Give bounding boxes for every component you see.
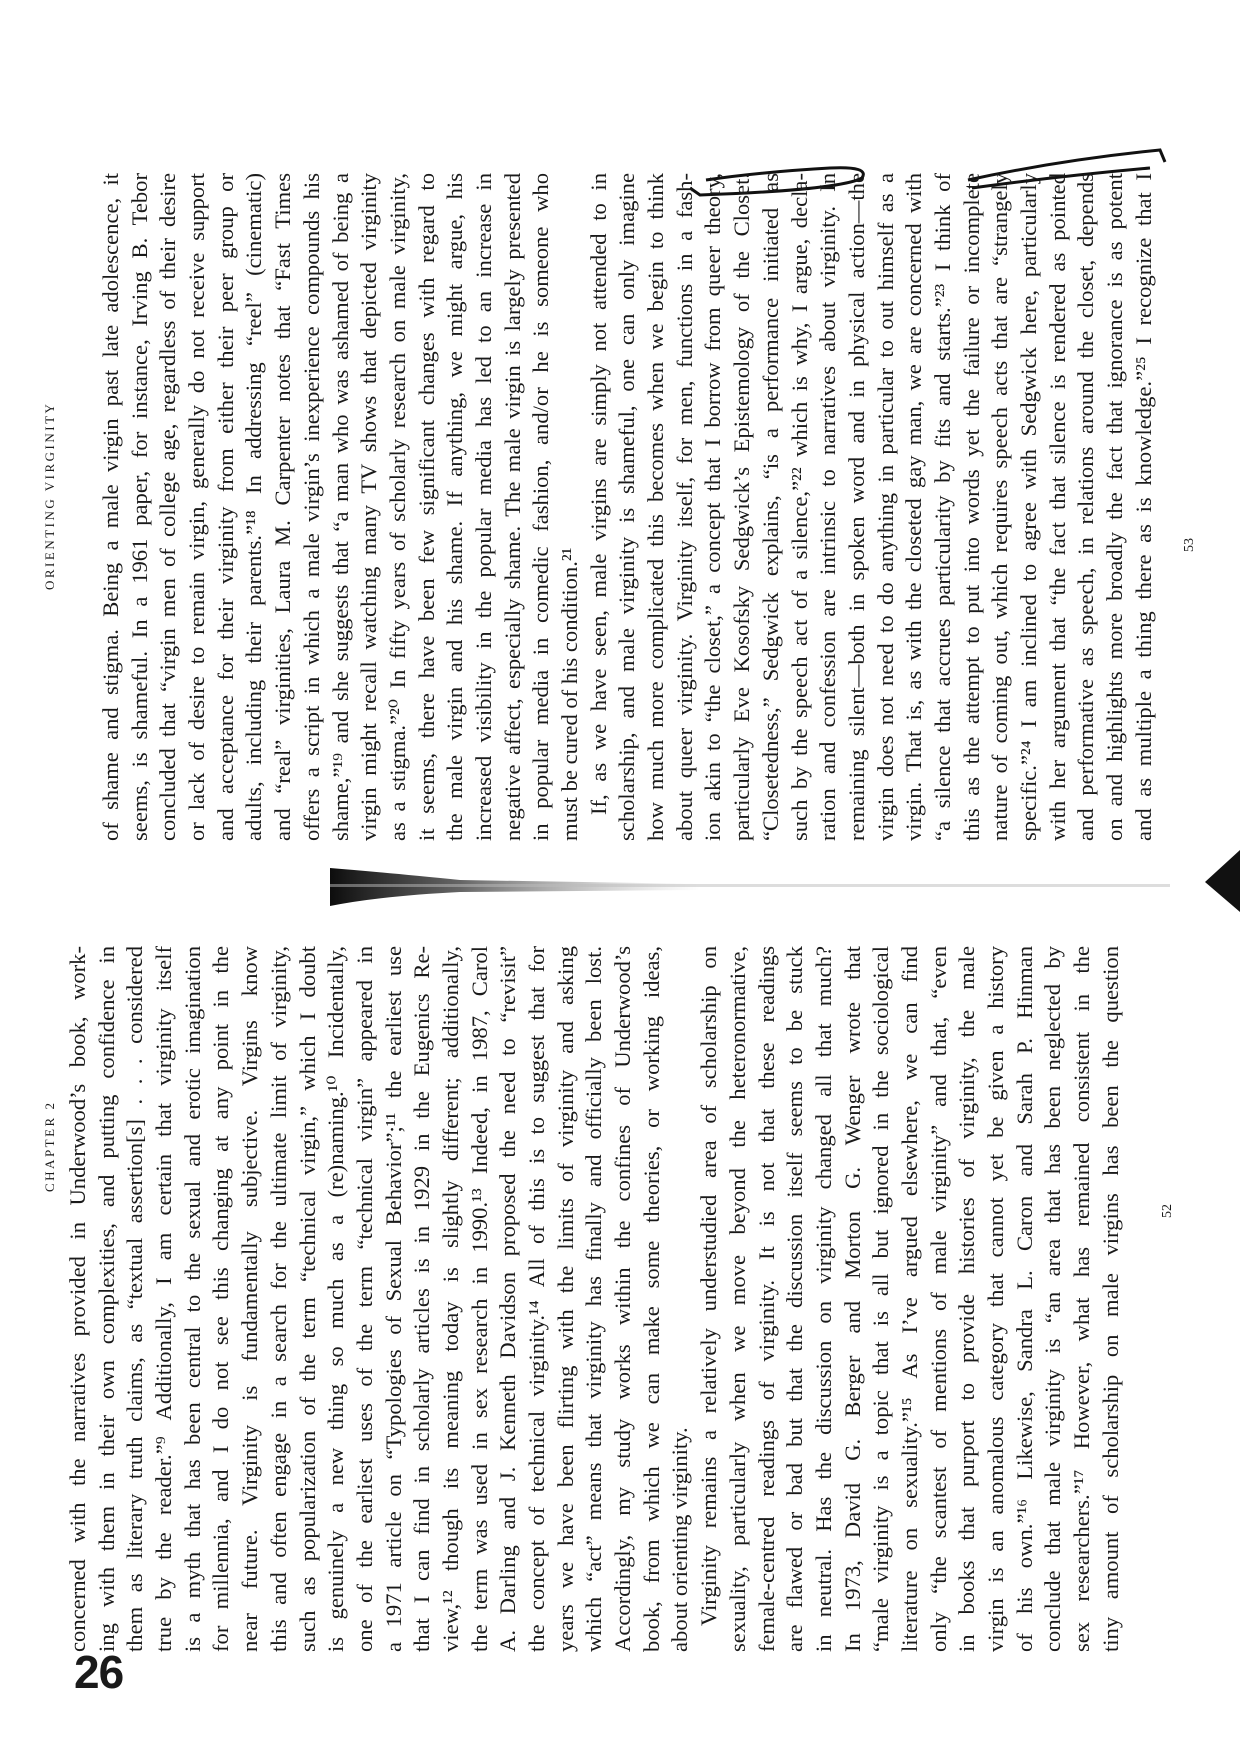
text-line: book, from which we can make some theories, or working ideas, xyxy=(638,946,664,1652)
text-line: “a silence that accrues particularity by fits and starts.”²³ I think of xyxy=(929,173,955,841)
gutter-shadow-right xyxy=(1205,850,1240,912)
text-line: in neutral. Has the discussion on virginity changed all that much? xyxy=(810,946,836,1652)
text-line: on and highlights more broadly the fact that ignorance is as potent xyxy=(1102,173,1128,841)
text-line: view,¹² though its meaning today is slightly different; additionally, xyxy=(437,946,463,1652)
left-page-body xyxy=(64,946,1125,1652)
text-line: “male virginity is a topic that is all but ignored in the sociological xyxy=(868,946,894,1652)
text-line: about queer virginity. Virginity itself, for men, functions in a fash- xyxy=(671,173,697,841)
right-page-body xyxy=(97,173,1158,841)
text-line: seems, is shameful. In a 1961 paper, for instance, Irving B. Tebor xyxy=(126,173,152,841)
text-line: how much more complicated this becomes when we begin to think xyxy=(643,173,669,841)
text-line: that I can find in scholarly articles is in 1929 in the Eugenics Re- xyxy=(409,946,435,1652)
text-line: of shame and stigma. Being a male virgin past late adolescence, it xyxy=(98,173,123,841)
text-line: it seems, there have been few significant changes with regard to xyxy=(413,173,439,841)
text-line: the term was used in sex research in 1990.¹³ Indeed, in 1987, Carol xyxy=(466,946,492,1652)
text-line: such by the speech act of a silence,”²² which is why, I argue, decla- xyxy=(786,173,812,841)
text-line: ing with them in their own complexities, and putting confidence in xyxy=(93,946,119,1652)
text-line: and acceptance for their virginity from either their peer group or xyxy=(212,173,238,841)
text-line: or lack of desire to remain virgin, generally do not receive support xyxy=(184,173,210,841)
gutter-line xyxy=(330,884,1170,887)
text-line: are flawed or bad but that the discussion itself seems to be stuck xyxy=(782,946,808,1652)
text-line: conclude that male virginity is “an area that has been neglected by xyxy=(1040,946,1066,1652)
text-line: one of the earliest uses of the term “technical virgin” appeared in xyxy=(351,946,377,1652)
text-line: this as the attempt to put into words yet the failure or incomplete xyxy=(958,173,984,841)
text-line: virgin might recall watching many TV shows that depicted virginity xyxy=(356,173,382,841)
text-line: increased visibility in the popular media has led to an increase in xyxy=(470,173,496,841)
text-line: the concept of technical virginity.¹⁴ All of this is to suggest that for xyxy=(524,946,549,1652)
text-line: virgin is an anomalous category that cannot yet be given a history xyxy=(983,946,1008,1652)
text-line: in popular media in comedic fashion, and/or he is someone who xyxy=(528,173,554,841)
text-line: tiny amount of scholarship on male virgins has been the question xyxy=(1097,946,1123,1652)
text-line: A. Darling and J. Kenneth Davidson proposed the need to “revisit” xyxy=(495,946,521,1652)
text-line: sexuality, particularly when we move beyond the heteronormative, xyxy=(724,946,750,1652)
text-line: particularly Eve Kosofsky Sedgwick’s Epistemology of the Closet. xyxy=(729,173,755,841)
text-line: is genuinely a new thing so much as a (re)naming.¹⁰ Incidentally, xyxy=(323,946,349,1652)
text-line: and performative as speech, in relations around the closet, depends xyxy=(1073,173,1099,841)
text-line: virgin. That is, as with the closeted gay man, we are concerned with xyxy=(901,173,927,841)
text-line: for millennia, and I do not see this changing at any point in the xyxy=(208,946,234,1652)
folio-right: 53 xyxy=(1182,538,1197,552)
text-line: specific.”²⁴ I am inclined to agree with Sedgwick here, particularly xyxy=(1016,173,1041,841)
running-head-left: CHAPTER 2 xyxy=(42,1100,57,1192)
text-line: shame,”¹⁹ and she suggests that “a man who was ashamed of being a xyxy=(327,173,353,841)
text-line: Virginity remains a relatively understudied area of scholarship on xyxy=(696,946,722,1626)
running-head-right: ORIENTING VIRGINITY xyxy=(42,401,57,590)
text-line: such as popularization of the term “technical virgin,” which I doubt xyxy=(294,946,320,1652)
text-line: If, as we have seen, male virgins are simply not attended to in xyxy=(585,173,611,815)
text-line: with her argument that “the fact that silence is rendered as pointed xyxy=(1044,173,1070,841)
text-line: which “act” means that virginity has finally and officially been lost. xyxy=(581,946,607,1652)
text-line: and as multiple a thing there as is knowledge.”²⁵ I recognize that I xyxy=(1130,173,1156,841)
text-line: of his own.”¹⁶ Likewise, Sandra L. Caron and Sarah P. Hinman xyxy=(1011,946,1037,1652)
text-line: about orienting virginity. xyxy=(667,1427,693,1652)
text-line: ion akin to “the closet,” a concept that I borrow from queer theory, xyxy=(700,173,726,841)
text-line: near future. Virginity is fundamentally subjective. Virgins know xyxy=(237,946,263,1652)
text-line: virgin does not need to do anything in particular to out himself as a xyxy=(872,173,898,841)
text-line: remaining silent—both in spoken word and in physical action—the xyxy=(843,173,869,841)
text-line: concerned with the narratives provided in Underwood’s book, work- xyxy=(65,946,90,1652)
text-line: in books that purport to provide histories of virginity, the male xyxy=(954,946,980,1652)
text-line: true by the reader.”⁹ Additionally, I am certain that virginity itself xyxy=(151,946,177,1652)
text-line: years we have been flirting with the limits of virginity and asking xyxy=(552,946,578,1652)
text-line: offers a script in which a male virgin’s inexperience compounds his xyxy=(298,173,324,841)
text-line: sex researchers.”¹⁷ However, what has remained consistent in the xyxy=(1069,946,1095,1652)
text-line: ration and confession are intrinsic to narratives about virginity. In xyxy=(815,173,841,841)
text-line: them as literary truth claims, as “textual assertion[s] . . . considered xyxy=(122,946,148,1652)
text-line: is a myth that has been central to the sexual and erotic imagination xyxy=(179,946,205,1652)
text-line: this and often engage in a search for the ultimate limit of virginity, xyxy=(265,946,291,1652)
text-line: nature of coming out, which requires speech acts that are “strangely xyxy=(987,173,1013,841)
text-line: “Closetedness,” Sedgwick explains, “is a performance initiated as xyxy=(757,173,783,841)
text-line: negative affect, especially shame. The male virgin is largely presented xyxy=(499,173,525,841)
text-line: literature on sexuality.”¹⁵ As I’ve argued elsewhere, we can find xyxy=(896,946,922,1652)
text-line: In 1973, David G. Berger and Morton G. Wenger wrote that xyxy=(839,946,865,1652)
text-line: the male virgin and his shame. If anything, we might argue, his xyxy=(442,173,468,841)
text-line: a 1971 article on “Typologies of Sexual Behavior”;¹¹ the earliest use xyxy=(380,946,406,1652)
folio-left: 52 xyxy=(1160,1204,1175,1218)
text-line: only “the scantest of mentions of male virginity” and that, “even xyxy=(925,946,951,1652)
text-line: and “real” virginities, Laura M. Carpenter notes that “Fast Times xyxy=(270,173,296,841)
text-line: female-centred readings of virginity. It is not that these readings xyxy=(753,946,779,1652)
text-line: must be cured of his condition.²¹ xyxy=(557,547,582,841)
document-page-number: 26 xyxy=(74,1646,124,1698)
text-line: adults, including their parents.”¹⁸ In addressing “reel” (cinematic) xyxy=(241,173,267,841)
text-line: scholarship, and male virginity is shameful, one can only imagine xyxy=(614,173,640,841)
text-line: as a stigma.”²⁰ In fifty years of scholarly research on male virginity, xyxy=(384,173,410,841)
text-line: concluded that “virgin men of college age, regardless of their desire xyxy=(155,173,181,841)
text-line: Accordingly, my study works within the confines of Underwood’s xyxy=(610,946,636,1652)
